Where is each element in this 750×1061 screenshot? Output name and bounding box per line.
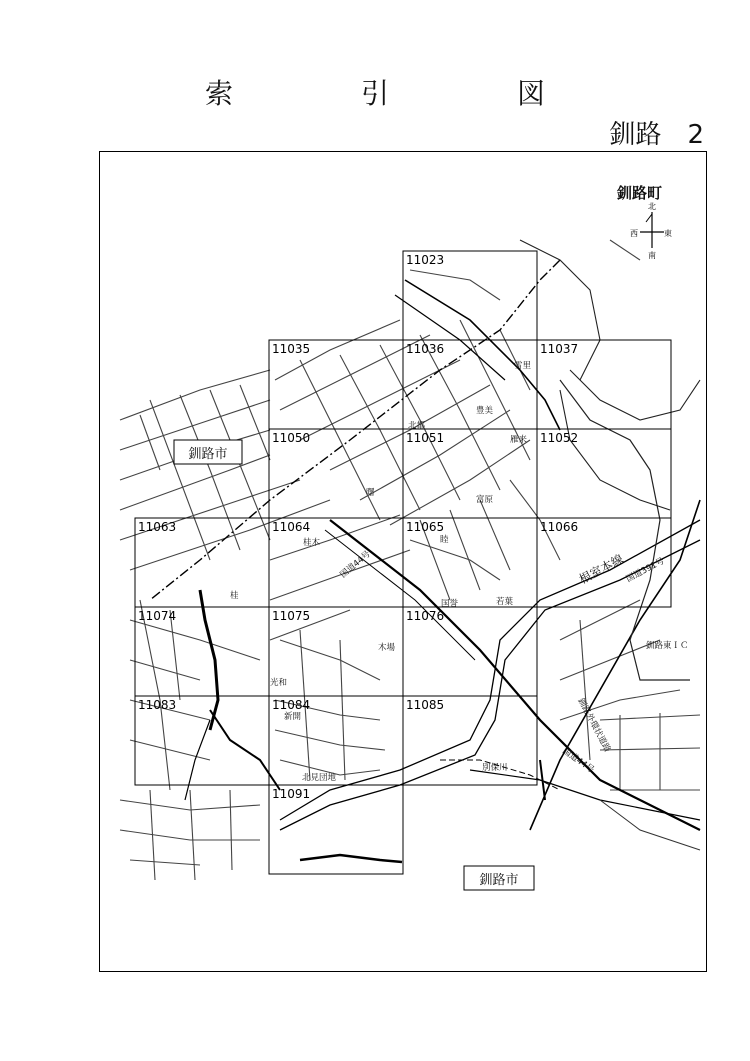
sheet-label-11084: 11084 [272, 698, 311, 712]
label-yukiri: 雪里 [514, 361, 532, 371]
label-kushiro-city-west: 釧路市 [188, 447, 228, 462]
sheet-label-11064: 11064 [272, 520, 311, 534]
sheet-label-11023: 11023 [406, 253, 445, 267]
label-kushiro-town: 釧路町 [617, 184, 663, 202]
sheet-grid [135, 251, 671, 874]
compass-south: 南 [648, 251, 656, 260]
sheet-label-11063: 11063 [138, 520, 177, 534]
label-shinkai: 新開 [284, 712, 302, 722]
label-kokuba: 国誉 [441, 599, 459, 609]
compass-north: 北 [648, 202, 656, 211]
sheet-label-11065: 11065 [406, 520, 445, 534]
label-katsura: 桂 [230, 591, 239, 601]
page-title: 索 引 図 [204, 77, 595, 110]
label-karikita: 雁来 [510, 435, 528, 445]
label-kitamidanchi: 北見団地 [302, 773, 337, 783]
label-betsuho-river: 別保川 [482, 763, 508, 773]
label-kushiro-higashi-ic: 釧路東ＩＣ [646, 641, 689, 651]
label-route391: 国道391号 [624, 556, 667, 585]
sheet-label-11091: 11091 [272, 787, 311, 801]
sheet-label-11035: 11035 [272, 342, 311, 356]
sheet-label-11075: 11075 [272, 609, 311, 623]
sheet-label-11085: 11085 [406, 698, 445, 712]
sheet-label-11074: 11074 [138, 609, 177, 623]
sheet-label-11036: 11036 [406, 342, 445, 356]
label-hokuto: 北都 [408, 421, 426, 431]
label-route44-east: 国道44号 [560, 746, 596, 776]
label-wakaba: 若葉 [496, 597, 514, 607]
label-mutsumi: 睦 [440, 535, 449, 545]
label-kushiro-city-south: 釧路市 [479, 873, 519, 888]
label-rail-line: 根室本線 [576, 551, 626, 587]
label-tomihara: 富原 [476, 495, 494, 505]
page-label: 釧路 2 [609, 120, 704, 150]
sheet-label-11050: 11050 [272, 431, 311, 445]
sheet-label-11066: 11066 [540, 520, 579, 534]
sheet-label-11051: 11051 [406, 431, 445, 445]
label-kiba: 木場 [378, 643, 396, 653]
label-bypass: 釧路外環状道路 [575, 696, 613, 754]
label-katsuragiki: 桂木 [303, 538, 321, 548]
label-toyomi: 豊美 [476, 406, 494, 416]
compass-west: 西 [630, 229, 638, 238]
compass-rose [630, 201, 672, 260]
sheet-label-11037: 11037 [540, 342, 579, 356]
label-route44: 国道44号 [338, 549, 373, 581]
major-lines [150, 240, 700, 862]
label-kowa: 光和 [270, 678, 288, 688]
place-labels [174, 184, 689, 890]
label-akebono: 曙 [366, 488, 375, 498]
sheet-label-11052: 11052 [540, 431, 579, 445]
sheet-label-11083: 11083 [138, 698, 177, 712]
sheet-label-11076: 11076 [406, 609, 445, 623]
compass-east: 東 [664, 229, 672, 238]
